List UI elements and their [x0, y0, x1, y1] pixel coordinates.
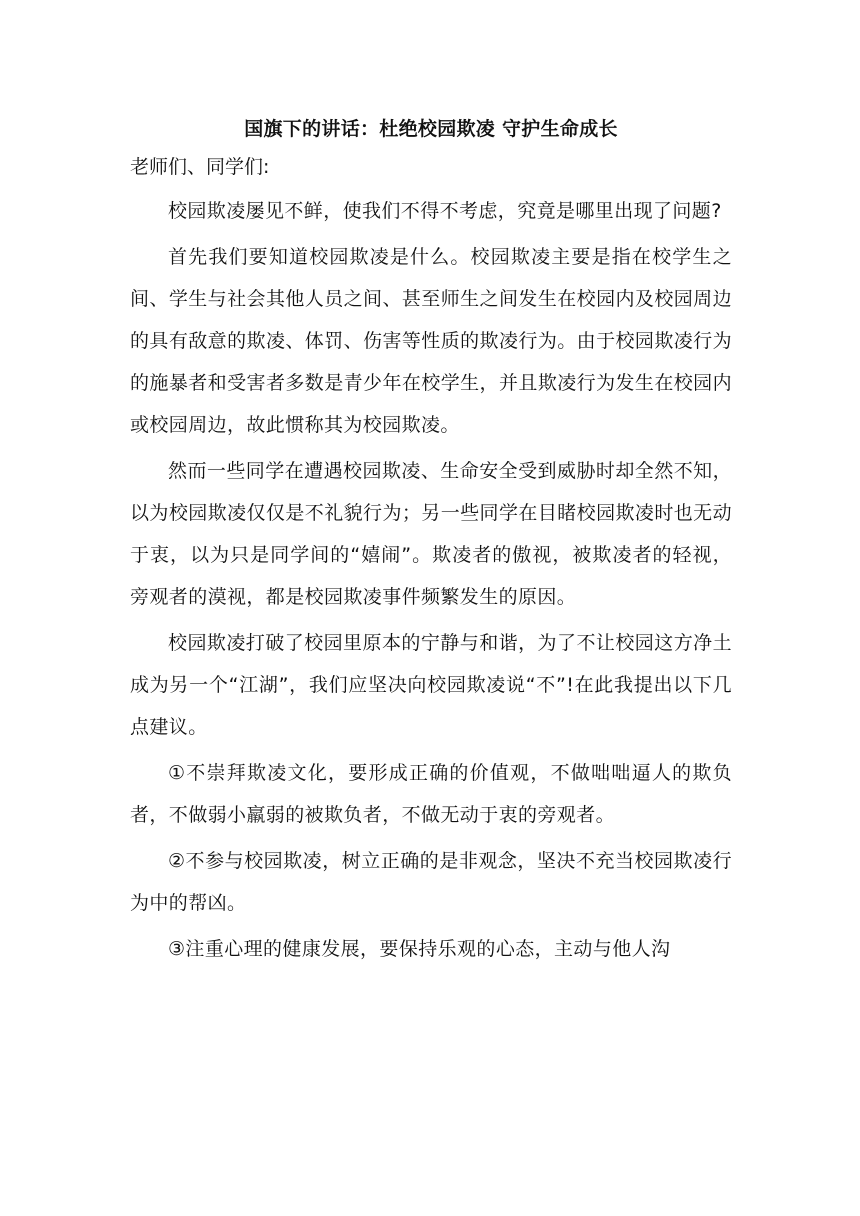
suggestion-1: ①不崇拜欺凌文化，要形成正确的价值观，不做咄咄逼人的欺负者，不做弱小羸弱的被欺负者，不做无动于衷的旁观者。 [130, 762, 732, 826]
paragraph-3: 然而一些同学在遭遇校园欺凌、生命安全受到威胁时却全然不知，以为校园欺凌仅仅是不礼貌行为；另一些同学在目睹校园欺凌时也无动于衷，以为只是同学间的“嬉闹”。欺凌者的傲视，被欺凌者的轻视，旁观者的漠视，都是校园欺凌事件频繁发生的原因。 [130, 460, 732, 608]
document-title: 国旗下的讲话：杜绝校园欺凌 守护生命成长 [244, 118, 618, 140]
suggestion-3: ③注重心理的健康发展，要保持乐观的心态，主动与他人沟 [168, 938, 671, 960]
document-page [130, 112, 732, 974]
salutation: 老师们、同学们: [130, 156, 270, 178]
paragraph-2: 首先我们要知道校园欺凌是什么。校园欺凌主要是指在校学生之间、学生与社会其他人员之间、甚至师生之间发生在校园内及校园周边的具有敌意的欺凌、体罚、伤害等性质的欺凌行为。由于校园欺凌行为的施暴者和受害者多数是青少年在校学生，并且欺凌行为发生在校园内或校园周边，故此惯称其为校园欺凌。 [130, 246, 732, 436]
suggestion-2: ②不参与校园欺凌，树立正确的是非观念，坚决不充当校园欺凌行为中的帮凶。 [130, 850, 732, 914]
paragraph-1: 校园欺凌屡见不鲜，使我们不得不考虑，究竟是哪里出现了问题? [168, 200, 722, 222]
paragraph-4: 校园欺凌打破了校园里原本的宁静与和谐，为了不让校园这方净土成为另一个“江湖”，我们应坚决向校园欺凌说“不”!在此我提出以下几点建议。 [130, 632, 732, 738]
